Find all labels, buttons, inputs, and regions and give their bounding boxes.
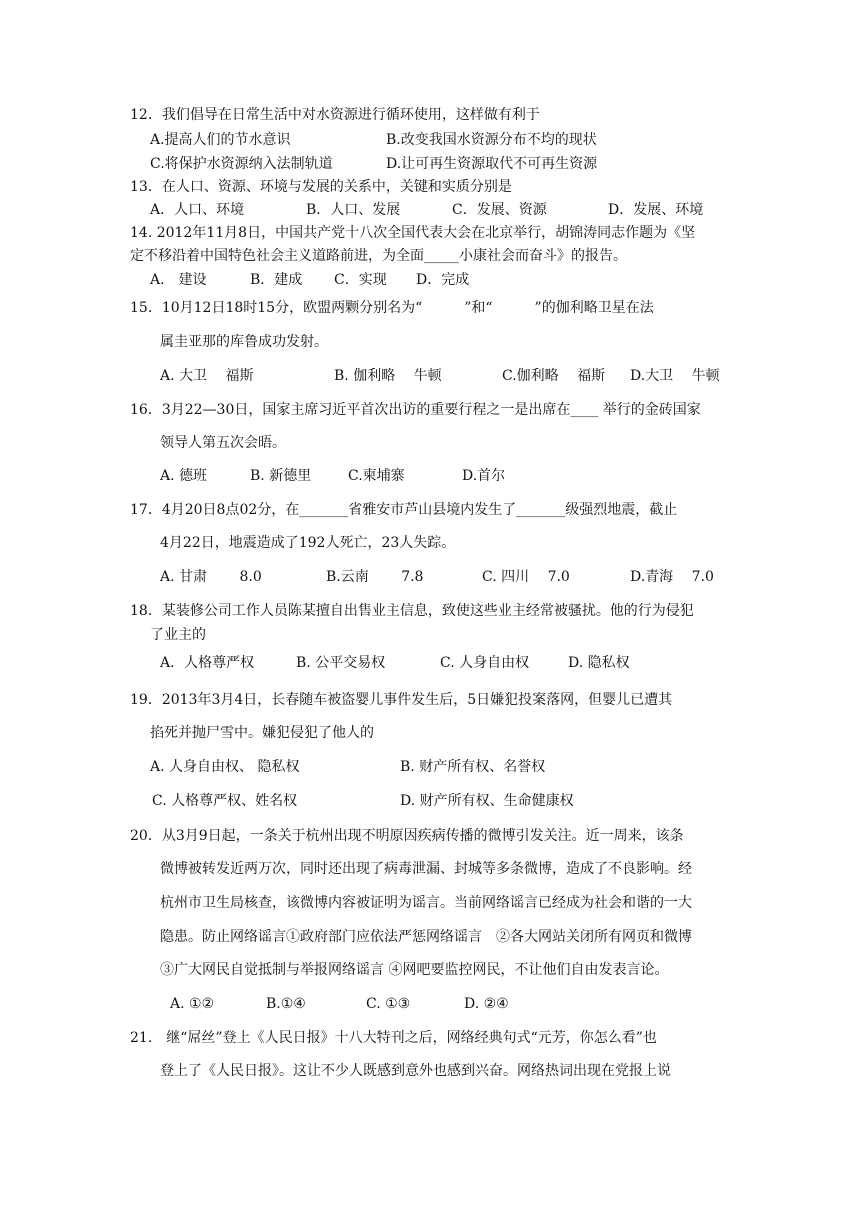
question-14-stem-line-1: 14. 2012年11月8日，中国共产党十八次全国代表大会在北京举行，胡锦涛同志作题为《坚: [130, 225, 696, 241]
question-19-option-a: A. 人身自由权、 隐私权: [150, 759, 300, 775]
question-17-stem-line-2: 4月22日，地震造成了192人死亡，23人失踪。: [160, 535, 456, 551]
question-19-stem-line-2: 掐死并抛尸雪中。嫌犯侵犯了他人的: [150, 725, 374, 741]
question-20-option-b: B.①④: [266, 996, 306, 1012]
question-21-stem-line-1: 21. 继“屌丝”登上《人民日报》十八大特刊之后，网络经典句式“元芳，你怎么看”也: [130, 1030, 657, 1046]
question-20-stem-line-2: 微博被转发近两万次，同时还出现了病毒泄漏、封城等多条微博，造成了不良影响。经: [160, 861, 692, 877]
question-13-option-d: D．发展、环境: [608, 202, 704, 218]
question-17-option-b: B.云南 7.8: [326, 569, 424, 585]
question-17-option-c: C. 四川 7.0: [482, 569, 570, 585]
question-20-stem-line-5: ③广大网民自觉抵制与举报网络谣言 ④网吧要监控网民，不让他们自由发表言论。: [160, 962, 669, 978]
question-15-stem-line-2: 属圭亚那的库鲁成功发射。: [160, 334, 328, 350]
question-15-option-a: A. 大卫 福斯: [160, 368, 254, 384]
question-18-option-a: A．人格尊严权: [160, 655, 255, 671]
question-17-option-d: D.青海 7.0: [630, 569, 714, 585]
question-16-option-b: B. 新德里: [250, 468, 312, 484]
question-18-option-b: B. 公平交易权: [296, 655, 386, 671]
question-19-option-d: D. 财产所有权、生命健康权: [400, 793, 574, 809]
question-14-option-d: D．完成: [416, 272, 470, 288]
question-19-option-b: B. 财产所有权、名誉权: [400, 759, 546, 775]
question-17-stem-line-1: 17．4月20日8点02分，在_______省雅安市芦山县境内发生了_______级强烈地震，截止: [130, 502, 678, 518]
question-19-stem-line-1: 19．2013年3月4日，长春随车被盗婴儿事件发生后，5日嫌犯投案落网，但婴儿已遭其: [130, 692, 673, 708]
question-16-stem-line-1: 16．3月22—30日，国家主席习近平首次出访的重要行程之一是出席在____ 举行的金砖国家: [130, 402, 701, 418]
question-18-option-d: D. 隐私权: [568, 655, 630, 671]
question-14-option-b: B．建成: [250, 272, 303, 288]
question-12-option-d: D.让可再生资源取代不可再生资源: [386, 156, 598, 172]
question-14-option-c: C．实现: [334, 272, 387, 288]
question-13-stem: 13．在人口、资源、环境与发展的关系中，关键和实质分别是: [130, 179, 512, 195]
question-21-stem-line-2: 登上了《人民日报》。这让不少人既感到意外也感到兴奋。网络热词出现在党报上说: [160, 1063, 671, 1079]
question-16-option-c: C.柬埔寨: [348, 468, 405, 484]
question-20-stem-line-1: 20．从3月9日起，一条关于杭州出现不明原因疾病传播的微博引发关注。近一周来，该条: [130, 828, 684, 844]
question-18-stem-line-2: 了业主的: [150, 627, 206, 643]
question-12-option-b: B.改变我国水资源分布不均的现状: [386, 132, 597, 148]
question-14-option-a: A. 建设: [150, 272, 207, 288]
question-12-stem: 12．我们倡导在日常生活中对水资源进行循环使用，这样做有利于: [130, 107, 540, 123]
question-15-option-b: B. 伽利略 牛顿: [334, 368, 442, 384]
question-13-option-b: B．人口、发展: [306, 202, 401, 218]
question-20-option-d: D. ②④: [464, 996, 509, 1012]
question-20-option-c: C. ①③: [366, 996, 411, 1012]
question-12-option-a: A.提高人们的节水意识: [150, 132, 291, 148]
question-20-stem-line-3: 杭州市卫生局核查，该微博内容被证明为谣言。当前网络谣言已经成为社会和谐的一大: [160, 895, 692, 911]
question-15-stem-line-1: 15．10月12日18时15分，欧盟两颗分别名为“ ”和“ ”的伽利略卫星在法: [130, 300, 654, 316]
question-16-stem-line-2: 领导人第五次会晤。: [160, 435, 286, 451]
question-13-option-c: C．发展、资源: [452, 202, 547, 218]
question-13-option-a: A．人口、环境: [150, 202, 245, 218]
question-19-option-c: C. 人格尊严权、姓名权: [152, 793, 298, 809]
question-16-option-a: A. 德班: [160, 468, 208, 484]
question-20-option-a: A. ①②: [170, 996, 215, 1012]
question-15-option-d: D.大卫 牛顿: [630, 368, 720, 384]
question-17-option-a: A. 甘肃 8.0: [160, 569, 262, 585]
question-20-stem-line-4: 隐患。防止网络谣言①政府部门应依法严惩网络谣言 ②各大网站关闭所有网页和微博: [160, 929, 692, 945]
question-18-stem-line-1: 18．某装修公司工作人员陈某擅自出售业主信息，致使这些业主经常被骚扰。他的行为侵犯: [130, 603, 694, 619]
question-16-option-d: D.首尔: [462, 468, 506, 484]
question-15-option-c: C.伽利略 福斯: [502, 368, 606, 384]
question-14-stem-line-2: 定不移沿着中国特色社会主义道路前进，为全面_____小康社会而奋斗》的报告。: [130, 248, 627, 264]
question-18-option-c: C. 人身自由权: [440, 655, 530, 671]
question-12-option-c: C.将保护水资源纳入法制轨道: [150, 156, 333, 172]
